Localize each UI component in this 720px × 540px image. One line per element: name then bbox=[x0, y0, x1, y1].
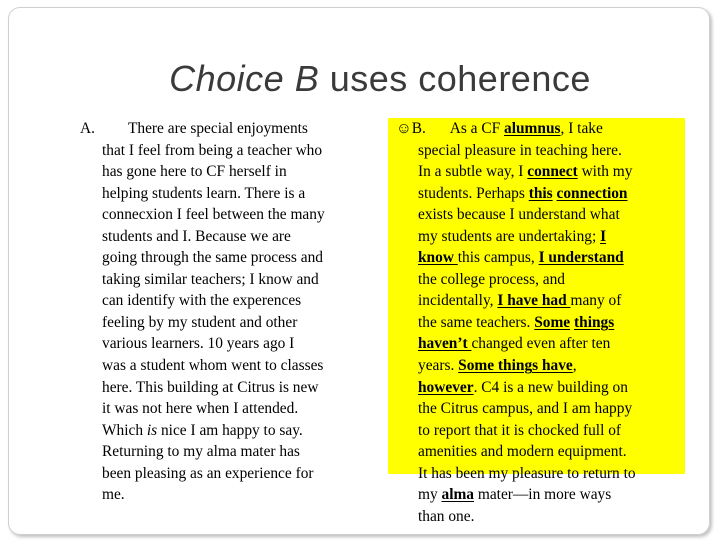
smiley-icon: ☺ bbox=[396, 120, 412, 137]
choice-a-line bbox=[80, 484, 380, 506]
choice-a-line bbox=[80, 140, 380, 162]
underlined-word: connect bbox=[527, 163, 578, 181]
text: years. bbox=[418, 357, 459, 375]
text: helping students learn. There is a bbox=[102, 184, 306, 202]
text: . C4 is a new building on bbox=[473, 378, 628, 396]
underlined-word: I understand bbox=[538, 249, 624, 267]
choice-b-line bbox=[396, 355, 686, 377]
choice-b-line: special pleasure in teaching here. bbox=[418, 141, 622, 159]
choice-a-line bbox=[80, 247, 380, 269]
underlined-word: I have had bbox=[497, 292, 571, 310]
choice-a-line bbox=[80, 183, 380, 205]
choice-a-line bbox=[80, 226, 380, 248]
underlined-word: things bbox=[574, 313, 615, 331]
text: here. This building at Citrus is new bbox=[102, 378, 319, 396]
choice-b-line: the Citrus campus, and I am happy bbox=[418, 400, 633, 418]
choice-a-line bbox=[80, 463, 380, 485]
choice-a-line bbox=[80, 269, 380, 291]
choice-b-line bbox=[396, 290, 686, 312]
choice-b-line bbox=[396, 183, 686, 205]
choice-b-label: B. bbox=[411, 120, 426, 137]
italic-word: is bbox=[146, 421, 158, 439]
choice-b-line bbox=[396, 247, 686, 269]
underlined-word: know bbox=[418, 249, 458, 267]
text: taking similar teachers; I know and bbox=[102, 270, 319, 288]
choice-a-paragraph bbox=[80, 118, 380, 506]
underlined-word: haven’t bbox=[418, 335, 472, 353]
text: mater—in more ways bbox=[474, 486, 612, 504]
text: that I feel from being a teacher who bbox=[102, 141, 323, 159]
underlined-word: however bbox=[418, 378, 474, 396]
text: Which bbox=[102, 421, 147, 439]
underlined-word: Some bbox=[534, 313, 571, 331]
choice-a-line bbox=[80, 441, 380, 463]
choice-a-line bbox=[80, 161, 380, 183]
text: As a CF bbox=[449, 120, 505, 137]
choice-b-line bbox=[396, 161, 686, 183]
text: , bbox=[572, 357, 577, 375]
text: students and I. Because we are bbox=[102, 227, 291, 245]
underlined-word: Some things have bbox=[458, 357, 573, 375]
text: There are special enjoyments bbox=[128, 120, 308, 137]
text: me. bbox=[102, 486, 125, 504]
choice-b-line: exists because I understand what bbox=[418, 206, 620, 224]
text: the same teachers. bbox=[418, 313, 535, 331]
choice-b-line bbox=[396, 333, 686, 355]
choice-b-line: the college process, and bbox=[418, 270, 566, 288]
choice-b-paragraph bbox=[396, 118, 686, 527]
choice-b-line: It has been my pleasure to return to bbox=[418, 464, 636, 482]
underlined-word: I bbox=[600, 227, 607, 245]
text: going through the same process and bbox=[102, 249, 323, 267]
underlined-word: alma bbox=[441, 486, 475, 504]
text: it was not here when I attended. bbox=[102, 400, 299, 418]
choice-b-line: amenities and modern equipment. bbox=[418, 443, 627, 461]
choice-a-line bbox=[80, 377, 380, 399]
underlined-word: this bbox=[528, 184, 553, 202]
text: my bbox=[418, 486, 442, 504]
choice-a-line bbox=[80, 333, 380, 355]
text: changed even after ten bbox=[471, 335, 611, 353]
choice-a-line bbox=[80, 290, 380, 312]
choice-b-line bbox=[396, 312, 686, 334]
text: incidentally, bbox=[418, 292, 498, 310]
text: can identify with the experences bbox=[102, 292, 302, 310]
underlined-word: connection bbox=[556, 184, 628, 202]
choice-b-line bbox=[396, 118, 686, 140]
choice-b-line: than one. bbox=[418, 507, 475, 525]
title-italic: Choice B bbox=[169, 58, 320, 99]
choice-b-line: to report that it is chocked full of bbox=[418, 421, 622, 439]
text: this campus, bbox=[457, 249, 539, 267]
choice-a-line bbox=[80, 118, 380, 140]
text: Returning to my alma mater has bbox=[102, 443, 300, 461]
choice-b-line bbox=[396, 226, 686, 248]
text: connecxion I feel between the many bbox=[102, 206, 325, 224]
text: my students are undertaking; bbox=[418, 227, 601, 245]
text: In a subtle way, I bbox=[418, 163, 528, 181]
title-rest: uses coherence bbox=[319, 58, 591, 99]
choice-b-line bbox=[396, 377, 686, 399]
text: nice I am happy to say. bbox=[157, 421, 303, 439]
choice-a-line bbox=[80, 420, 380, 442]
underlined-word: alumnus bbox=[504, 120, 561, 137]
text: with my bbox=[577, 163, 633, 181]
text: has gone here to CF herself in bbox=[102, 163, 287, 181]
choice-a-line bbox=[80, 312, 380, 334]
choice-a-line bbox=[80, 204, 380, 226]
choice-b-line bbox=[396, 484, 686, 506]
text: feeling by my student and other bbox=[102, 313, 298, 331]
text: various learners. 10 years ago I bbox=[102, 335, 295, 353]
choice-a-line bbox=[80, 355, 380, 377]
choice-a-label: A. bbox=[80, 120, 95, 137]
text: many of bbox=[570, 292, 622, 310]
text: students. Perhaps bbox=[418, 184, 529, 202]
text: was a student whom went to classes bbox=[102, 357, 324, 375]
text: been pleasing as an experience for bbox=[102, 464, 314, 482]
text: , I take bbox=[560, 120, 603, 137]
slide-title bbox=[0, 58, 720, 100]
choice-a-line bbox=[80, 398, 380, 420]
